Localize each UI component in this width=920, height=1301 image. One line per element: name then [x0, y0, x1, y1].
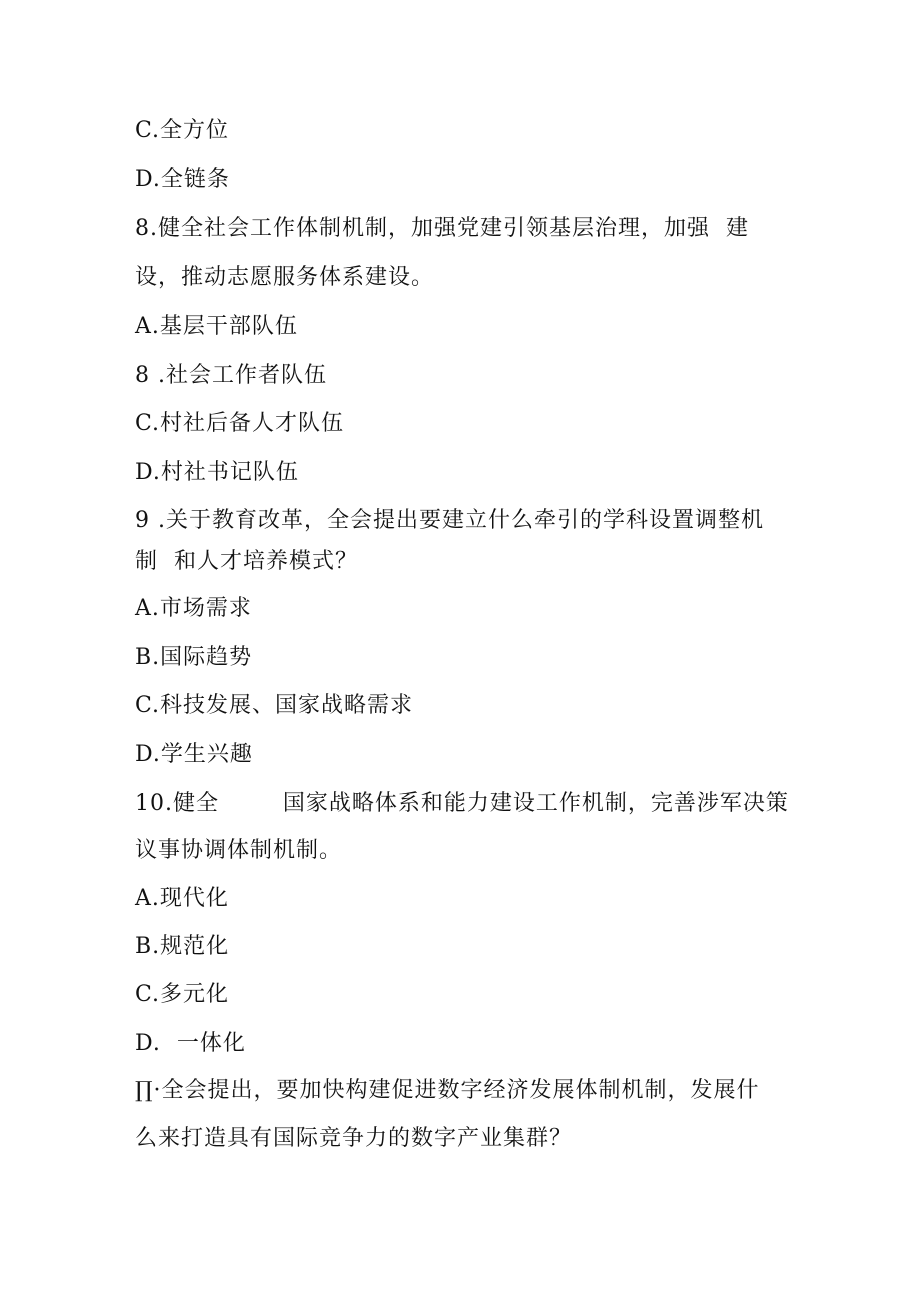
option-c-q9: C.科技发展、国家战略需求	[135, 693, 414, 718]
question-8-line-1: 8.健全社会工作体制机制，加强党建引领基层治理，加强 建	[135, 216, 749, 241]
option-a-q8: A.基层干部队伍	[135, 314, 298, 339]
option-c-q10: C.多元化	[135, 982, 230, 1007]
option-c-q7: C.全方位	[135, 118, 230, 143]
question-8-line-2: 设，推动志愿服务体系建设。	[135, 265, 435, 290]
option-d-q9: D.学生兴趣	[135, 742, 253, 767]
option-d-q10: D. 一体化	[135, 1031, 246, 1056]
option-d-q7: D.全链条	[135, 167, 230, 192]
option-b-q8: 8 .社会工作者队伍	[135, 363, 327, 388]
question-10-line-2: 议事协调体制机制。	[135, 838, 343, 863]
question-9-line-2: 制 和人才培养模式？	[135, 549, 358, 574]
question-9-line-1: 9 .关于教育改革，全会提出要建立什么牵引的学科设置调整机	[135, 508, 764, 533]
option-a-q9: A.市场需求	[135, 596, 252, 621]
option-c-q8: C.村社后备人才队伍	[135, 411, 345, 436]
option-a-q10: A.现代化	[135, 886, 229, 911]
option-d-q8: D.村社书记队伍	[135, 460, 299, 485]
question-10-line-1: 10.健全 国家战略体系和能力建设工作机制，完善涉军决策	[135, 791, 789, 816]
option-b-q10: B.规范化	[135, 934, 230, 959]
option-b-q9: B.国际趋势	[135, 645, 253, 670]
question-11-line-2: 么来打造具有国际竞争力的数字产业集群？	[135, 1126, 573, 1151]
question-11-line-1: ∏·全会提出，要加快构建促进数字经济发展体制机制，发展什	[135, 1078, 760, 1103]
